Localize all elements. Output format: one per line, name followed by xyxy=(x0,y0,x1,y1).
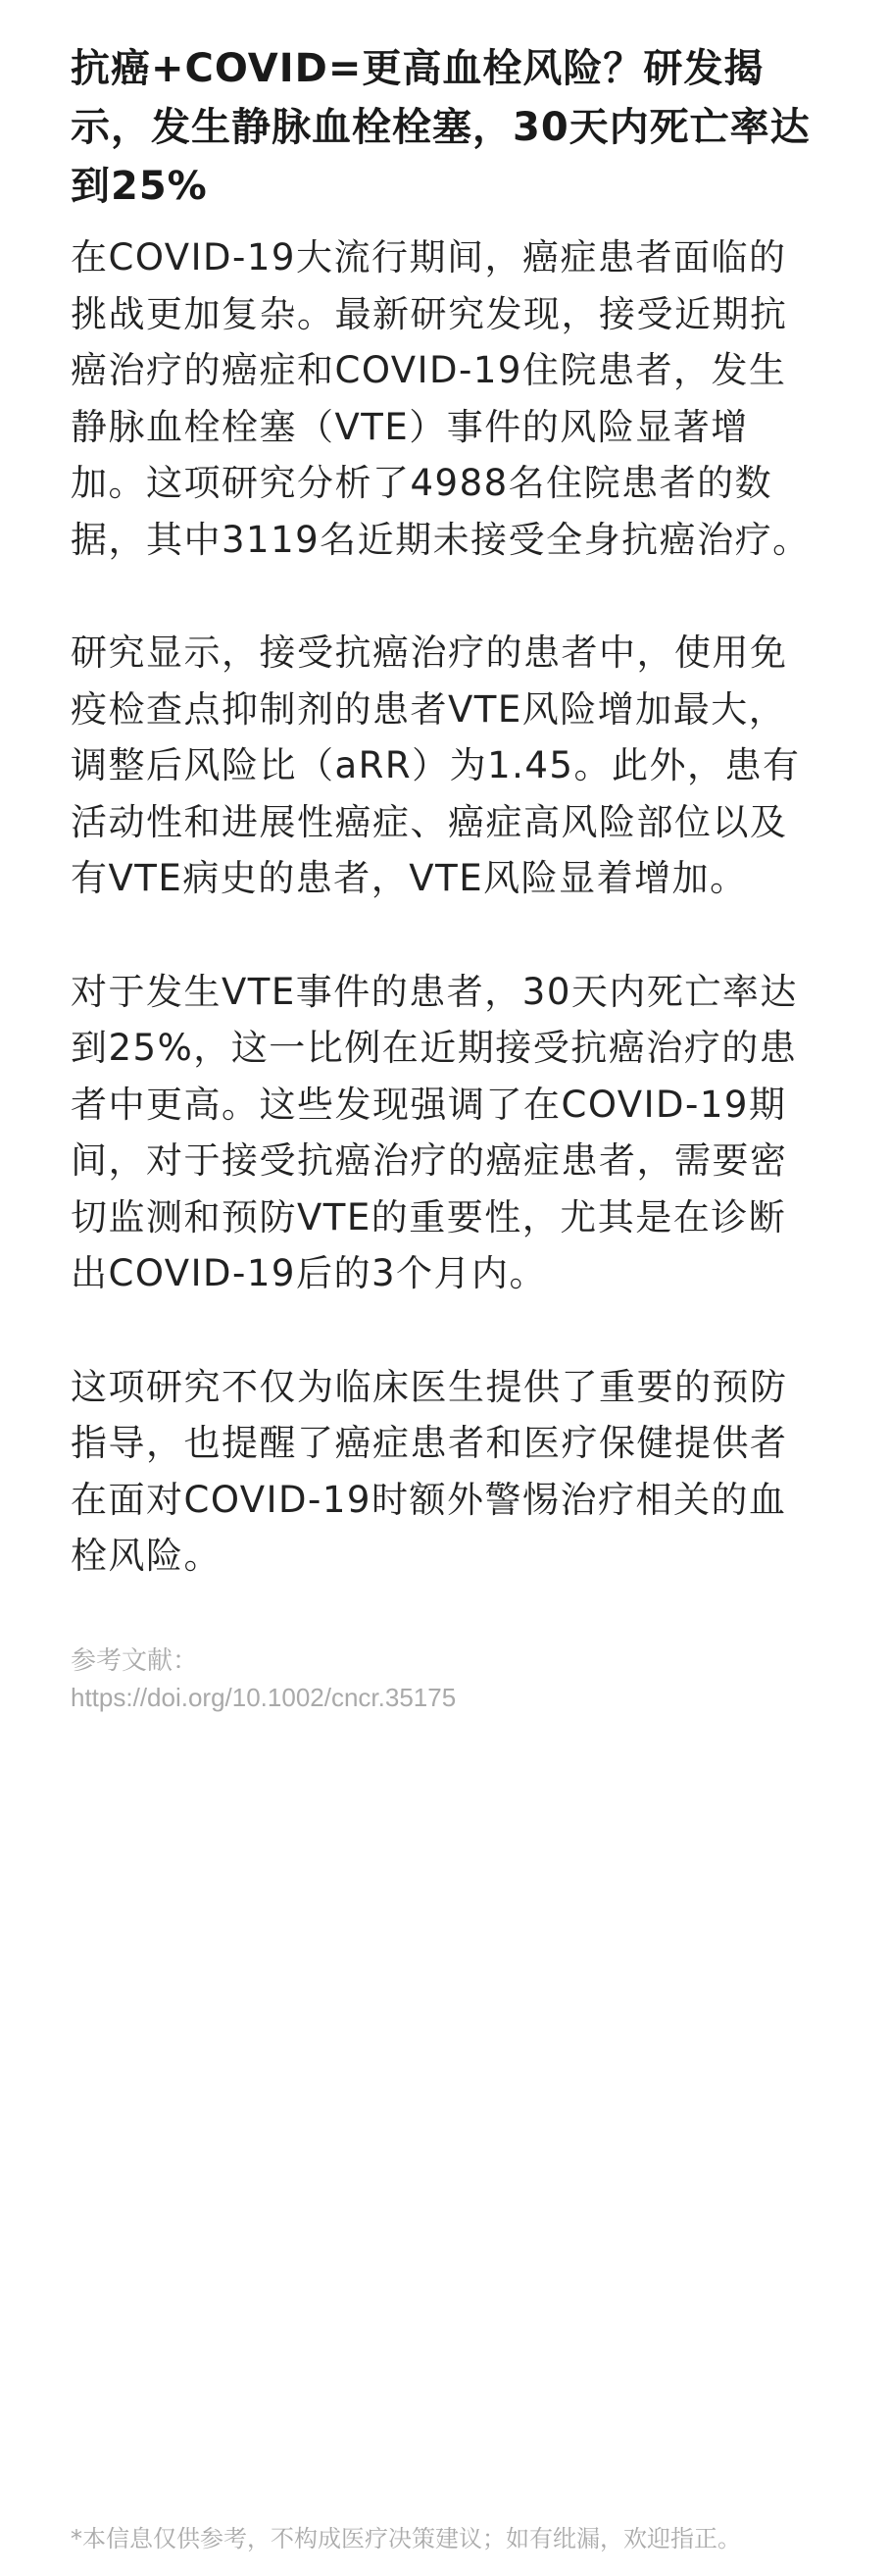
article-body xyxy=(71,229,819,1585)
reference-doi-link[interactable]: https://doi.org/10.1002/cncr.35175 xyxy=(71,1682,457,1712)
disclaimer-text: *本信息仅供参考，不构成医疗决策建议；如有纰漏，欢迎指正。 xyxy=(71,2525,741,2552)
references-label: 参考文献： xyxy=(71,1644,199,1675)
article-title: 抗癌+COVID=更高血栓风险？研发揭示，发生静脉血栓栓塞，30天内死亡率达到25% xyxy=(71,46,811,209)
paragraph-2: 研究显示，接受抗癌治疗的患者中，使用免疫检查点抑制剂的患者VTE风险增加最大，调整后风险比（aRR）为1.45。此外，患有活动性和进展性癌症、癌症高风险部位以及有VTE病史的患者，VTE风险显着增加。 xyxy=(71,631,801,899)
paragraph-3: 对于发生VTE事件的患者，30天内死亡率达到25%，这一比例在近期接受抗癌治疗的患者中更高。这些发现强调了在COVID-19期间，对于接受抗癌治疗的癌症患者，需要密切监测和预防VTE的重要性，尤其是在诊断出COVID-19后的3个月内。 xyxy=(71,970,798,1294)
paragraph-1: 在COVID-19大流行期间，癌症患者面临的挑战更加复杂。最新研究发现，接受近期抗癌治疗的癌症和COVID-19住院患者，发生静脉血栓栓塞（VTE）事件的风险显著增加。这项研究分析了4988名住院患者的数据，其中3119名近期未接受全身抗癌治疗。 xyxy=(71,236,811,561)
references-section xyxy=(71,1642,819,1716)
paragraph-4: 这项研究不仅为临床医生提供了重要的预防指导，也提醒了癌症患者和医疗保健提供者在面对COVID-19时额外警惕治疗相关的血栓风险。 xyxy=(71,1365,788,1577)
